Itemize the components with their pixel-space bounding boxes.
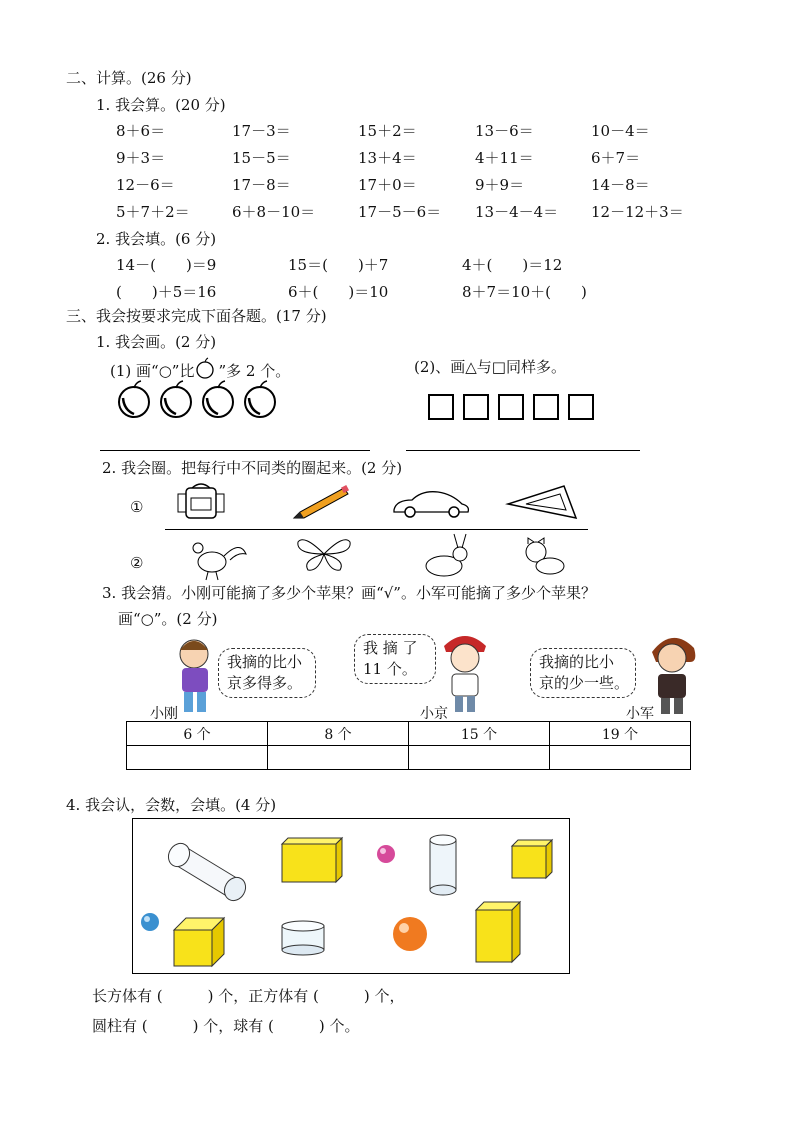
calc-item: 14－8＝	[591, 176, 650, 194]
square-icon	[568, 394, 594, 420]
fill-item: 14－( )＝9	[116, 256, 217, 274]
square-icon	[463, 394, 489, 420]
draw-task-2: (2)、画△与□同样多。	[414, 358, 566, 376]
shapes-figure	[132, 818, 568, 972]
guess-table	[126, 721, 691, 770]
square-icon	[428, 394, 454, 420]
draw-title: 1. 我会画。(2 分)	[96, 333, 217, 351]
calc-item: 13＋4＝	[358, 149, 417, 167]
calc-item: 17＋0＝	[358, 176, 417, 194]
apple-icon	[245, 381, 275, 417]
q2-title: 2. 我会填。(6 分)	[96, 230, 217, 248]
q4-title: 4. 我会认，会数，会填。(4 分)	[66, 796, 277, 814]
fill-item: ( )＋5＝16	[116, 283, 217, 301]
square-icon	[533, 394, 559, 420]
triangle-ruler-icon	[506, 484, 578, 520]
apple-icon	[203, 381, 233, 417]
count-line-1: 长方体有 ( ) 个，正方体有 ( ) 个，	[92, 987, 405, 1005]
sphere-icon	[377, 845, 395, 863]
car-icon	[390, 490, 472, 520]
apple-icon	[119, 381, 149, 417]
fill-item: 4＋( )＝12	[462, 256, 563, 274]
calc-item: 9＋9＝	[475, 176, 525, 194]
circle-title: 2. 我会圈。把每行中不同类的圈起来。(2 分)	[102, 459, 403, 477]
cylinder-short-icon	[282, 921, 324, 955]
cylinder-lying-icon	[164, 840, 249, 905]
guess-line-2: 画“○”。(2 分)	[118, 610, 218, 628]
pencil-icon	[290, 486, 350, 522]
boy-xiaogang-avatar	[172, 636, 220, 716]
cube-icon	[512, 840, 552, 878]
rabbit-icon	[414, 532, 474, 578]
calc-item: 15＋2＝	[358, 122, 417, 140]
answer-cell[interactable]	[409, 746, 550, 770]
sphere-icon	[393, 917, 427, 951]
boy-xiaojun-avatar	[646, 632, 700, 718]
apples-row	[116, 380, 286, 422]
count-line-2: 圆柱有 ( ) 个，球有 ( ) 个。	[92, 1017, 360, 1035]
fill-item: 8＋7＝10＋( )	[462, 283, 587, 301]
calc-item: 17－3＝	[232, 122, 291, 140]
answer-line[interactable]	[100, 450, 370, 451]
calc-item: 17－8＝	[232, 176, 291, 194]
speech-bubble-xiaojun: 我摘的比小 京的少一些。	[530, 648, 636, 698]
answer-cell[interactable]	[127, 746, 268, 770]
calc-item: 4＋11＝	[475, 149, 534, 167]
apple-icon	[161, 381, 191, 417]
square-icon	[498, 394, 524, 420]
name-xiaojing: 小京	[420, 706, 448, 722]
cuboid-icon	[476, 902, 520, 962]
section2-title: 二、计算。(26 分)	[66, 69, 192, 87]
cat-icon	[522, 536, 566, 576]
calc-item: 13－6＝	[475, 122, 534, 140]
apple-icon	[194, 356, 218, 380]
draw-task-1: (1) 画“○”比 ”多 2 个。	[110, 356, 290, 381]
answer-cell[interactable]	[550, 746, 691, 770]
section3-title: 三、我会按要求完成下面各题。(17 分)	[66, 307, 327, 325]
butterfly-icon	[294, 534, 354, 574]
answer-cell[interactable]	[268, 746, 409, 770]
divider	[165, 529, 588, 530]
fill-item: 6＋( )＝10	[288, 283, 389, 301]
name-xiaojun: 小军	[626, 706, 654, 722]
row-label-2: ②	[130, 554, 144, 572]
table-header: 8 个	[268, 722, 409, 746]
speech-bubble-xiaojing: 我 摘 了 11 个。	[354, 634, 436, 684]
speech-bubble-xiaogang: 我摘的比小 京多得多。	[218, 648, 316, 698]
calc-item: 9＋3＝	[116, 149, 166, 167]
calc-item: 6＋8－10＝	[232, 203, 316, 221]
cube-icon	[174, 918, 224, 966]
cube-icon	[282, 838, 342, 882]
calc-item: 13－4－4＝	[475, 203, 559, 221]
table-header: 6 个	[127, 722, 268, 746]
calc-item: 17－5－6＝	[358, 203, 442, 221]
squares-row	[428, 394, 603, 424]
name-xiaogang: 小刚	[150, 706, 178, 722]
answer-line[interactable]	[406, 450, 640, 451]
q1-title: 1. 我会算。(20 分)	[96, 96, 226, 114]
backpack-icon	[176, 480, 228, 522]
table-header: 19 个	[550, 722, 691, 746]
table-header: 15 个	[409, 722, 550, 746]
row-label-1: ①	[130, 498, 144, 516]
calc-item: 15－5＝	[232, 149, 291, 167]
guess-line-1: 3. 我会猜。小刚可能摘了多少个苹果？画“√”。小军可能摘了多少个苹果？	[102, 584, 596, 602]
calc-item: 12－12＋3＝	[591, 203, 684, 221]
calc-item: 5＋7＋2＝	[116, 203, 190, 221]
cylinder-upright-icon	[430, 835, 456, 895]
fill-item: 15＝( )＋7	[288, 256, 389, 274]
calc-item: 8＋6＝	[116, 122, 166, 140]
rooster-icon	[184, 536, 250, 580]
calc-item: 6＋7＝	[591, 149, 641, 167]
calc-item: 12－6＝	[116, 176, 175, 194]
calc-item: 10－4＝	[591, 122, 650, 140]
sphere-icon	[141, 913, 159, 931]
